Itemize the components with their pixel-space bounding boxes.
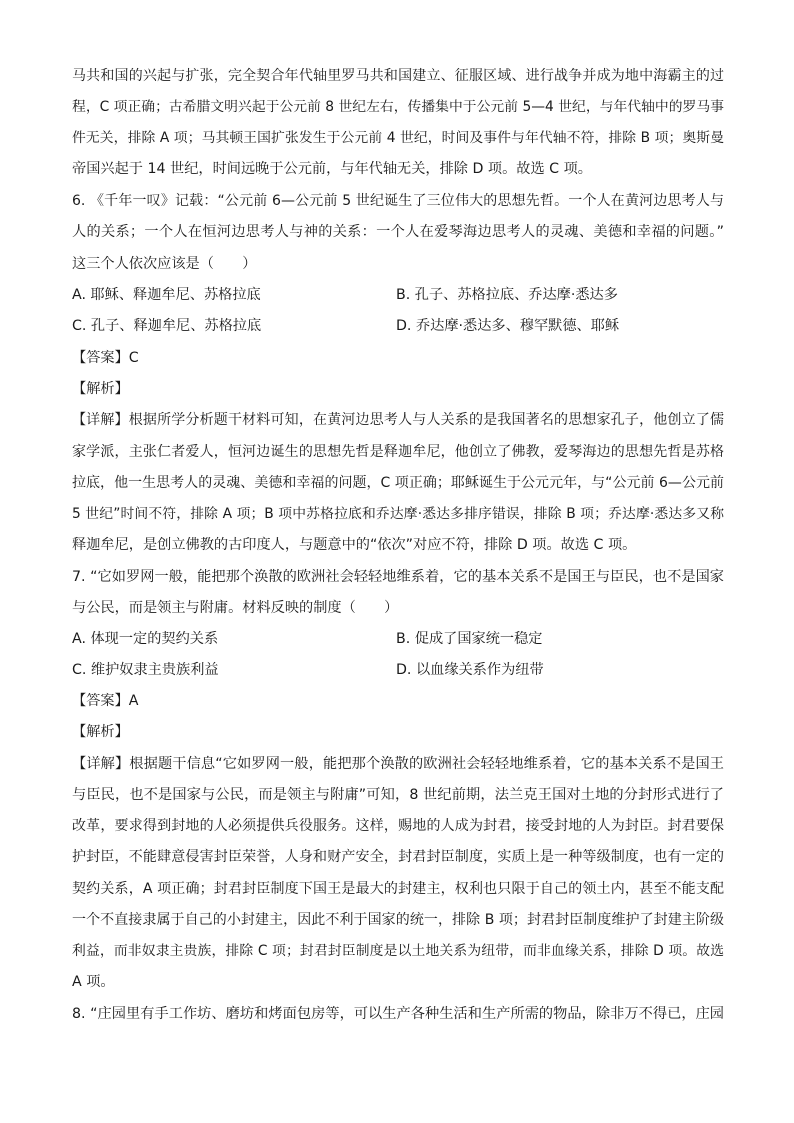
q7-option-d: D. 以血缘关系作为纽带 [396, 662, 544, 678]
q6-answer: 【答案】C [72, 350, 139, 366]
q7-stem-line-1: 7. “它如罗网一般，能把那个涣散的欧洲社会轻轻地维系着，它的基本关系不是国王与臣民，也不是国家 [72, 569, 724, 585]
q8-stem-line-1: 8. “庄园里有手工作坊、磨坊和烤面包房等，可以生产各种生活和生产所需的物品，除非万不得已，庄园 [72, 1006, 724, 1022]
q6-stem-line-2: 人的关系；一个人在恒河边思考人与神的关系：一个人在爱琴海边思考人的灵魂、美德和幸福的问题。” [72, 224, 724, 240]
q7-detail-line-1: 【详解】根据题干信息“它如罗网一般，能把那个涣散的欧洲社会轻轻地维系着，它的基本关系不是国王 [72, 756, 724, 772]
q6-detail-line-3: 拉底，他一生思考人的灵魂、美德和幸福的问题，C 项正确；耶稣诞生于公元元年，与“公元前 6—公元前 [72, 475, 724, 491]
q6-detail-line-2: 家学派，主张仁者爱人，恒河边诞生的思想先哲是释迦牟尼，他创立了佛教，爱琴海边的思想先哲是苏格 [72, 444, 724, 460]
q6-stem-line-3: 这三个人依次应该是（ ） [72, 256, 257, 272]
q7-option-c: C. 维护奴隶主贵族利益 [72, 662, 219, 678]
q7-stem-line-2: 与公民，而是领主与附庸。材料反映的制度（ ） [72, 600, 399, 616]
q6-option-d: D. 乔达摩·悉达多、穆罕默德、耶稣 [396, 318, 620, 334]
q6-analysis-label: 【解析】 [72, 381, 129, 397]
q6-detail-line-5: 释迦牟尼，是创立佛教的古印度人，与题意中的“依次”对应不符，排除 D 项。故选 C 项。 [72, 537, 637, 553]
q7-detail-line-7: 利益，而非奴隶主贵族，排除 C 项；封君封臣制度是以土地关系为纽带，而非血缘关系，排除 D 项。故选 [72, 943, 724, 959]
q6-option-c: C. 孔子、释迦牟尼、苏格拉底 [72, 318, 262, 334]
q7-detail-line-5: 契约关系，A 项正确；封君封臣制度下国王是最大的封建主，权利也只限于自己的领土内，甚至不能支配 [72, 881, 724, 897]
q6-detail-line-1: 【详解】根据所学分析题干材料可知，在黄河边思考人与人关系的是我国著名的思想家孔子，他创立了儒 [72, 412, 724, 428]
q7-option-b: B. 促成了国家统一稳定 [396, 631, 543, 647]
q5-detail-line-3: 件无关，排除 A 项；马其顿王国扩张发生于公元前 4 世纪，时间及事件与年代轴不符，排除 B 项；奥斯曼 [72, 130, 724, 146]
q7-answer: 【答案】A [72, 693, 139, 709]
q7-detail-line-3: 改革，要求得到封地的人必须提供兵役服务。这样，赐地的人成为封君，接受封地的人为封臣。封君要保 [72, 818, 724, 834]
q5-detail-line-4: 帝国兴起于 14 世纪，时间远晚于公元前，与年代轴无关，排除 D 项。故选 C 项。 [72, 161, 592, 177]
q7-detail-line-2: 与臣民，也不是国家与公民，而是领主与附庸”可知，8 世纪前期，法兰克王国对土地的分封形式进行了 [72, 787, 724, 803]
q7-detail-line-6: 一个不直接隶属于自己的小封建主，因此不利于国家的统一，排除 B 项；封君封臣制度维护了封建主阶级 [72, 912, 724, 928]
q7-analysis-label: 【解析】 [72, 724, 129, 740]
q6-stem-line-1: 6. 《千年一叹》记载：“公元前 6—公元前 5 世纪诞生了三位伟大的思想先哲。一个人在黄河边思考人与 [72, 193, 724, 209]
q6-option-a: A. 耶稣、释迦牟尼、苏格拉底 [72, 287, 261, 303]
q6-detail-line-4: 5 世纪”时间不符，排除 A 项；B 项中苏格拉底和乔达摩·悉达多排序错误，排除 B 项；乔达摩·悉达多又称 [72, 506, 724, 522]
q7-detail-line-8: A 项。 [72, 974, 115, 990]
q5-detail-line-2: 程，C 项正确；古希腊文明兴起于公元前 8 世纪左右，传播集中于公元前 5—4 世纪，与年代轴中的罗马事 [72, 99, 724, 115]
q5-detail-line-1: 马共和国的兴起与扩张，完全契合年代轴里罗马共和国建立、征服区域、进行战争并成为地中海霸主的过 [72, 68, 724, 84]
q7-detail-line-4: 护封臣，不能肆意侵害封臣荣誉，人身和财产安全，封君封臣制度，实质上是一种等级制度，也有一定的 [72, 849, 724, 865]
q7-option-a: A. 体现一定的契约关系 [72, 631, 219, 647]
q6-option-b: B. 孔子、苏格拉底、乔达摩·悉达多 [396, 287, 618, 303]
